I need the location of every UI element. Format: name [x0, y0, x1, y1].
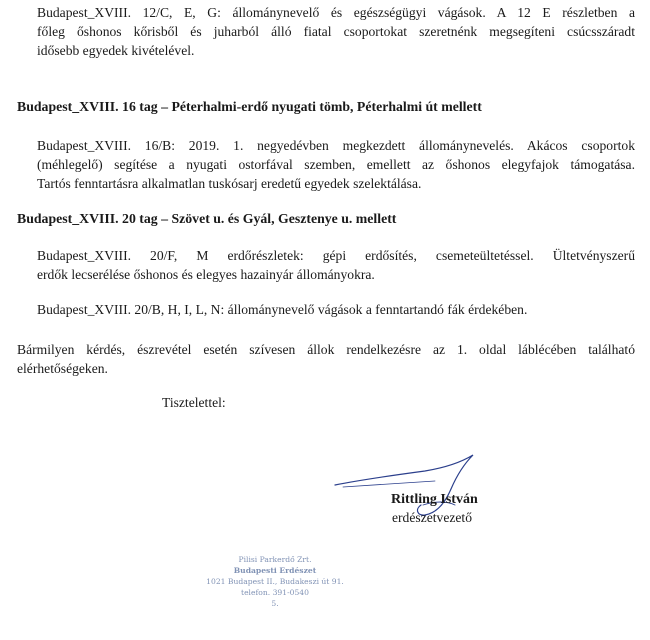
- signer-title: erdészetvezető: [392, 510, 472, 525]
- section-heading-16-tag: Budapest_XVIII. 16 tag – Péterhalmi-erdő nyugati tömb, Péterhalmi út mellett: [17, 99, 482, 114]
- paragraph-line: (méhlegelő) segítése a nyugati ostorfával szemben, emellett az őshonos elegyfajok támogatása.: [37, 157, 635, 172]
- page-number: 5.: [271, 599, 279, 608]
- paragraph-line: idősebb egyedek kivételével.: [37, 43, 195, 58]
- paragraph-line: erdők lecserélése őshonos és elegyes hazainyár állományokra.: [37, 267, 375, 282]
- paragraph-line: elérhetőségeken.: [17, 361, 108, 376]
- paragraph-line: Budapest_XVIII. 12/C, E, G: állománynevelő és egészségügyi vágások. A 12 E részletben a: [37, 5, 635, 20]
- paragraph-12-c-e-g: [37, 3, 635, 60]
- section-heading-20-tag: Budapest_XVIII. 20 tag – Szövet u. és Gyál, Gesztenye u. mellett: [17, 211, 397, 226]
- paragraph-line: főleg őshonos kőrisből és juharból álló fiatal csoportokat szeretnénk megsegíteni csúcsszáradt: [37, 24, 635, 39]
- paragraph-line: Budapest_XVIII. 20/B, H, I, L, N: állománynevelő vágások a fenntartandó fák érdekében.: [37, 302, 528, 317]
- paragraph-20-b-h-i-l-n: [37, 300, 635, 319]
- handwritten-signature: [325, 445, 495, 520]
- footer-stamp: [200, 554, 350, 609]
- paragraph-20-f-m: [37, 246, 635, 284]
- stamp-unit: Budapesti Erdészet: [233, 566, 317, 575]
- closing-greeting: Tisztelettel:: [162, 395, 226, 410]
- paragraph-contact-note: [17, 340, 635, 378]
- paragraph-line: Tartós fenntartásra alkalmatlan tuskósarj eredetű egyedek szelektálása.: [37, 176, 422, 191]
- stamp-phone: telefon. 391-0540: [241, 588, 309, 597]
- signer-name: Rittling István: [391, 492, 478, 507]
- stamp-address: 1021 Budapest II., Budakeszi út 91.: [206, 577, 344, 586]
- paragraph-16-b: [37, 136, 635, 193]
- paragraph-line: Bármilyen kérdés, észrevétel esetén szívesen állok rendelkezésre az 1. oldal láblécében található: [17, 342, 635, 357]
- paragraph-line: Budapest_XVIII. 20/F, M erdőrészletek: gépi erdősítés, csemeteültetéssel. Ültetvényszerű: [37, 248, 635, 263]
- paragraph-line: Budapest_XVIII. 16/B: 2019. 1. negyedévben megkezdett állománynevelés. Akácos csoportok: [37, 138, 635, 153]
- stamp-company: Pilisi Parkerdő Zrt.: [238, 555, 312, 564]
